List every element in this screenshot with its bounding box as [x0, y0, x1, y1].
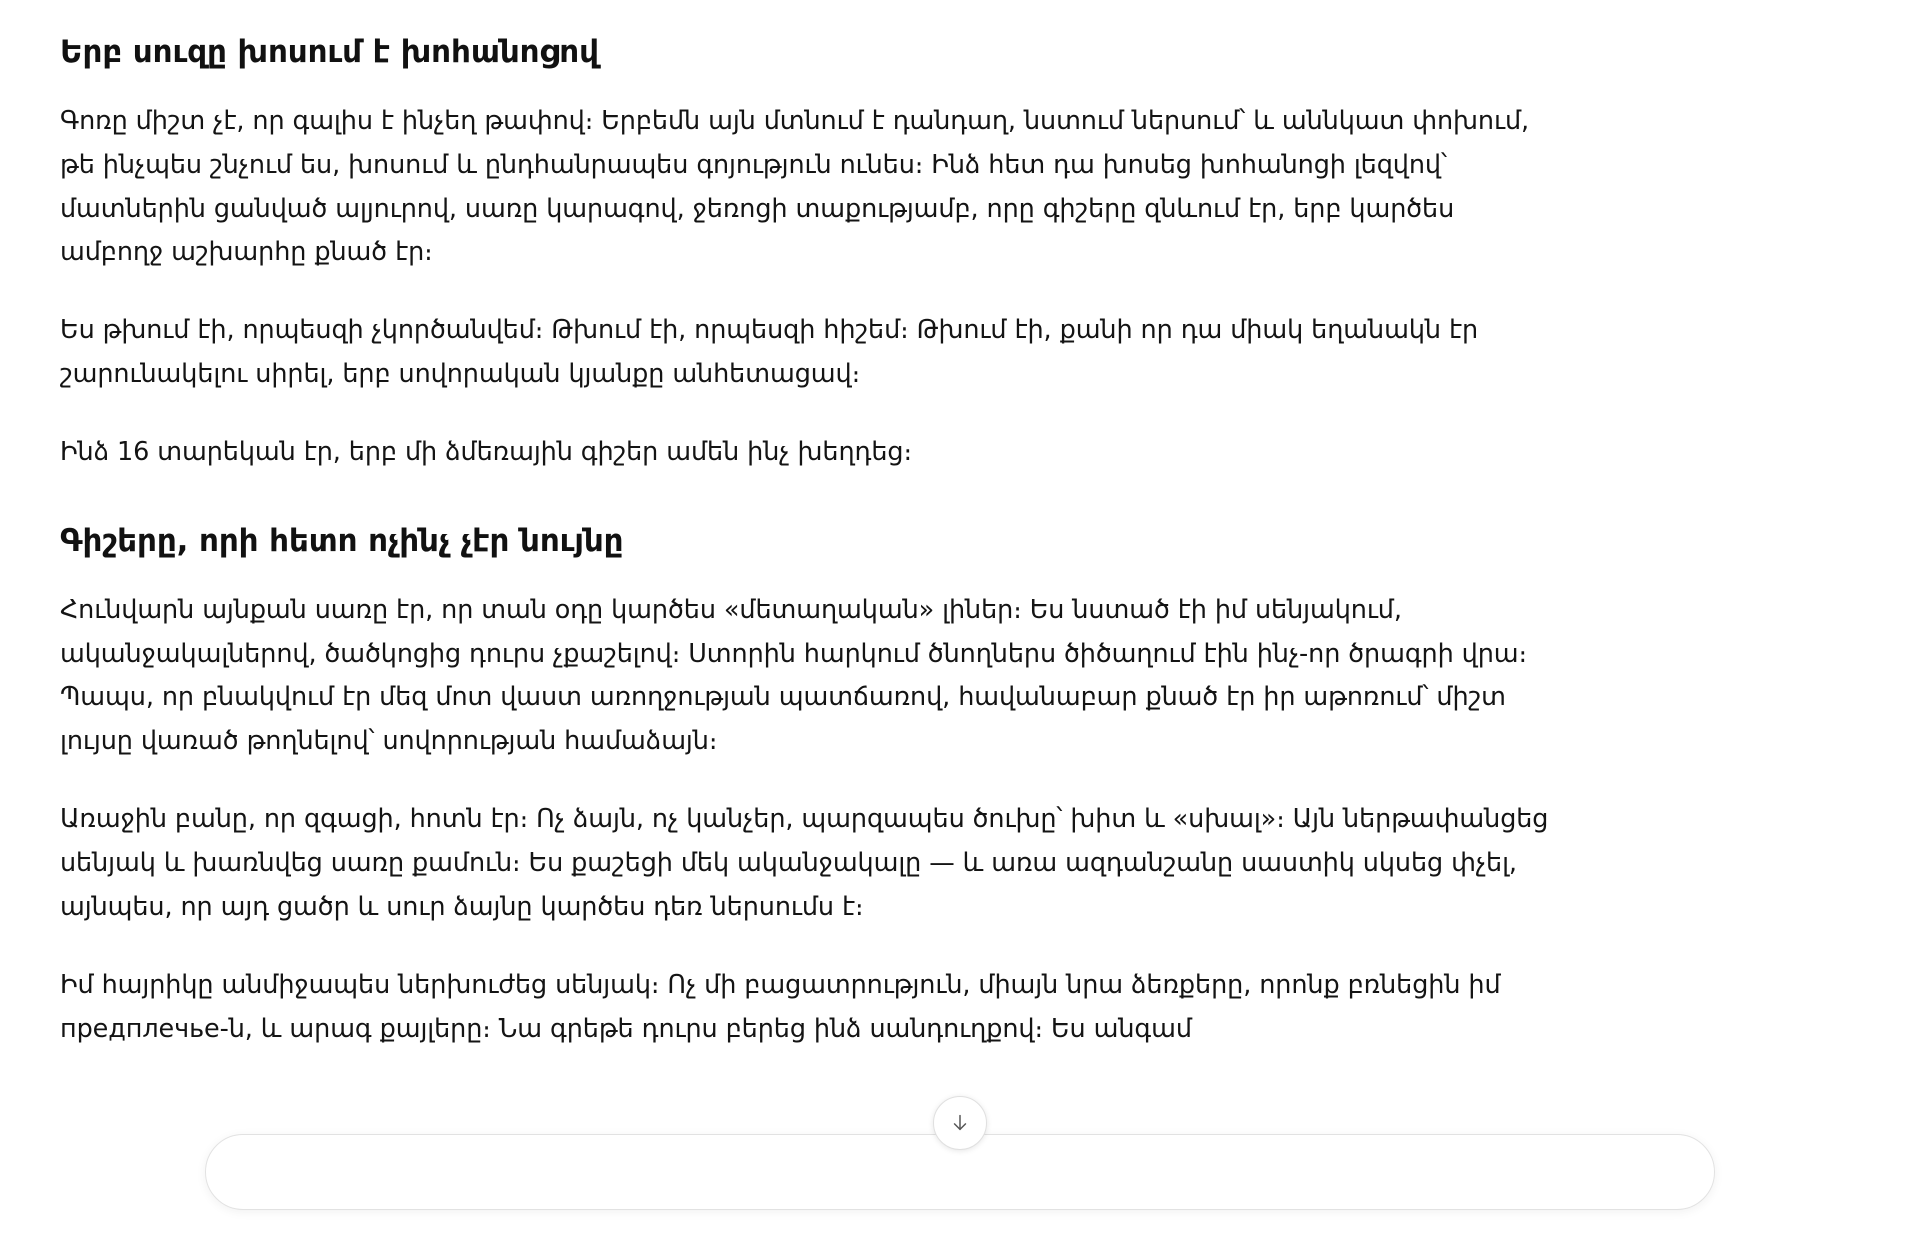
page-bottom-fade [0, 1228, 1920, 1238]
paragraph: Իմ հայրիկը անմիջապես ներխուժեց սենյակ։ Ոչ մի բացատրություն, միայն նրա ձեռքերը, որոնք բռնեցին իմ предплечье-ն, և արագ քայլերը։ Նա գրեթե դուրս բերեց ինձ սանդուղքով։ Ես անգամ [60, 969, 1501, 1044]
paragraph: Առաջին բանը, որ զգացի, հոտն էր։ Ոչ ձայն, ոչ կանչեր, պարզապես ծուխը՝ խիտ և «սխալ»։ Այն ներթափանցեց սենյակ և խառնվեց սառը քամուն։ Ես քաշեցի մեկ ականջակալը — և առա ազդանշանը սաստիկ սկսեց փչել, այնպես, որ այդ ցածր և սուր ձայնը կարծես դեռ ներսումս է։ [60, 804, 1549, 922]
article-body [0, 32, 1560, 1051]
section-heading-1: Երբ սուզը խոսում է խոհանոցով [60, 34, 599, 70]
scroll-down-button[interactable] [933, 1096, 987, 1150]
arrow-down-icon [949, 1112, 971, 1134]
paragraph: Ես թխում էի, որպեսզի չկործանվեմ։ Թխում էի, որպեսզի հիշեմ։ Թխում էի, քանի որ դա միակ եղանակն էր շարունակելու սիրել, երբ սովորական կյանքը անհետացավ։ [60, 315, 1479, 390]
section-heading-2: Գիշերը, որի հետո ոչինչ չէր նույնը [60, 522, 624, 559]
paragraph: Գոռը միշտ չէ, որ գալիս է ինչեղ թափով։ Երբեմն այն մտնում է դանդաղ, նստում ներսում՝ և աննկատ փոխում, թե ինչպես շնչում ես, խոսում և ընդհանրապես գոյություն ունես։ Ինձ հետ դա խոսեց խոհանոցի լեզվով՝ մատներին ցանված ալյուրով, սառը կարագով, ջեռոցի տաքությամբ, որը գիշերը զնևում էր, երբ կարծես ամբողջ աշխարհը քնած էր։ [60, 105, 1530, 268]
paragraph: Հունվարն այնքան սառը էր, որ տան օդը կարծես «մետաղական» լիներ։ Ես նստած էի իմ սենյակում, ականջակալներով, ծածկոցից դուրս չքաշելով։ Ստորին հարկում ծնողներս ծիծաղում էին ինչ-որ ծրագրի վրա։ Պապս, որ բնակվում էր մեզ մոտ վաստ առողջության պատճառով, հավանաբար քնած էր իր աթոռում՝ միշտ լույսը վառած թողնելով՝ սովորության համաձայն։ [60, 594, 1528, 757]
paragraph: Ինձ 16 տարեկան էր, երբ մի ձմեռային գիշեր ամեն ինչ խեղդեց։ [60, 437, 912, 467]
